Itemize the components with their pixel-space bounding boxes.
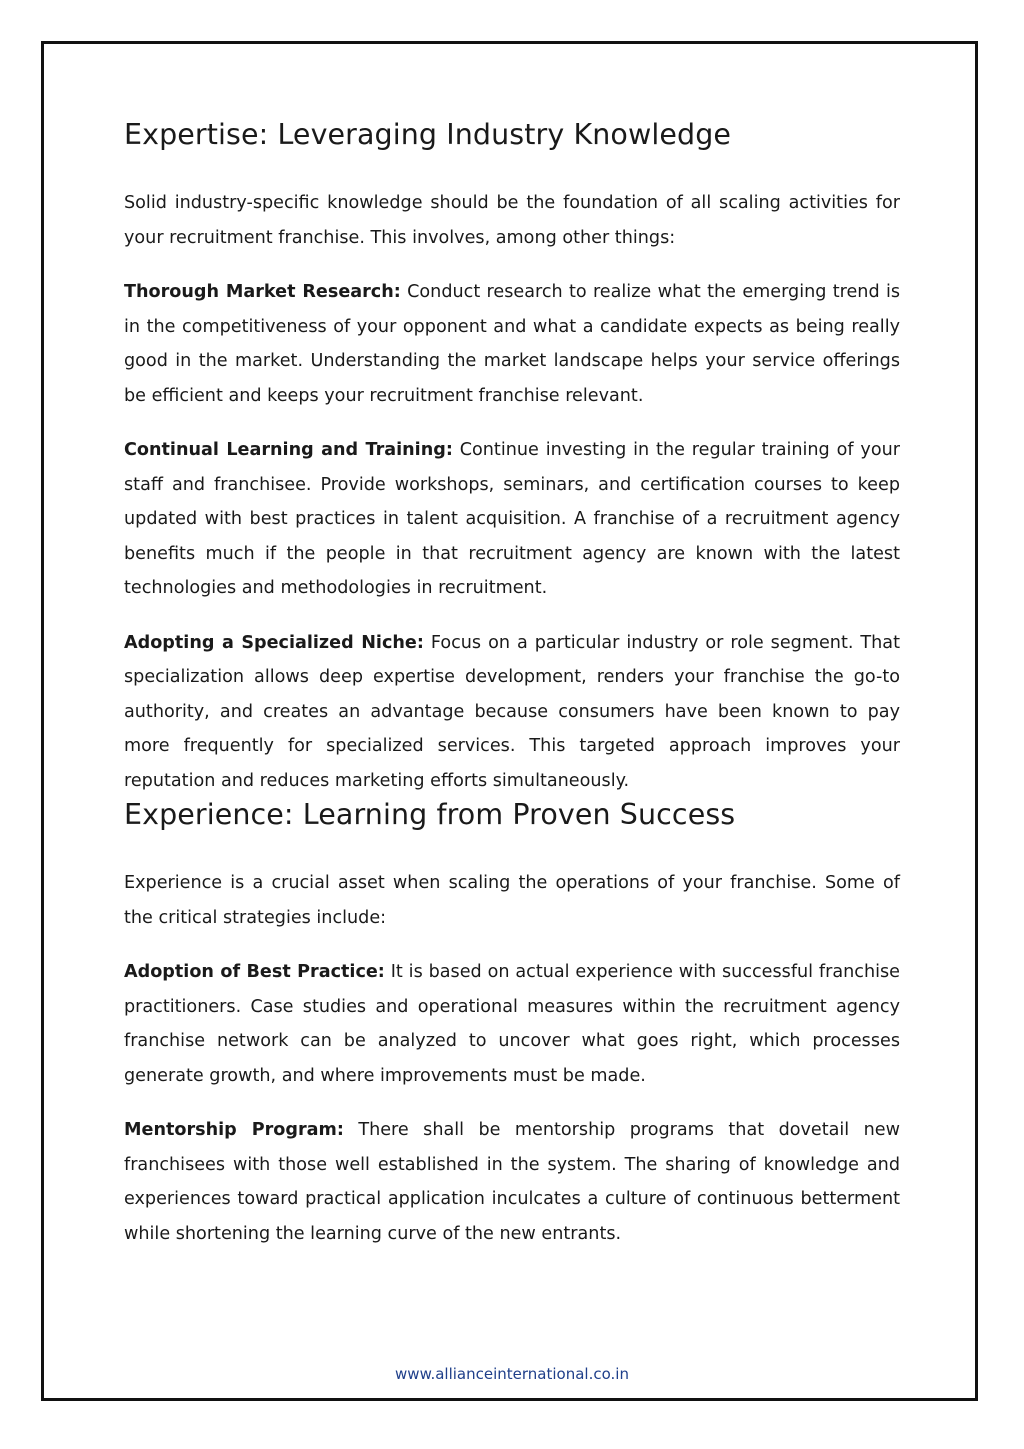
item-term: Thorough Market Research: <box>124 282 401 303</box>
item-mentorship-program <box>124 1113 900 1251</box>
item-term: Mentorship Program: <box>124 1120 344 1141</box>
section-heading-experience: Experience: Learning from Proven Success <box>124 798 736 832</box>
item-text: Conduct research to realize what the emerging trend is in the competitiveness of your opponent and what a candidate expects as being really good in the market. Understanding the market landscape helps your service offerings be efficient and keeps your recruitment franchise relevant. <box>124 282 901 406</box>
item-term: Continual Learning and Training: <box>124 440 453 461</box>
item-market-research <box>124 275 900 413</box>
item-term: Adopting a Specialized Niche: <box>124 632 424 653</box>
item-specialized-niche <box>124 626 900 799</box>
section-intro-experience: Experience is a crucial asset when scaling the operations of your franchise. Some of the critical strategies include: <box>124 873 900 928</box>
document-body <box>124 118 900 1251</box>
item-best-practice <box>124 955 900 1093</box>
item-term: Adoption of Best Practice: <box>124 962 385 983</box>
item-text: It is based on actual experience with successful franchise practitioners. Case studies and operational measures within the recruitment agency franchise network can be analyzed to uncover what goes right, which processes generate growth, and where improvements must be made. <box>124 962 900 1086</box>
footer-website-link[interactable]: www.allianceinternational.co.in <box>395 1365 629 1383</box>
item-continual-learning <box>124 433 900 606</box>
item-text: Focus on a particular industry or role segment. That specialization allows deep expertise development, renders your franchise the go-to authority, and creates an advantage because consumers have been known to pay more frequently for specialized services. This targeted approach improves your reputation and reduces marketing efforts simultaneously. <box>124 632 900 791</box>
section-heading-expertise: Expertise: Leveraging Industry Knowledge <box>124 118 732 151</box>
item-text: There shall be mentorship programs that dovetail new franchisees with those well established in the system. The sharing of knowledge and experiences toward practical application inculcates a culture of continuous betterment while shortening the learning curve of the new entrants. <box>124 1120 900 1244</box>
item-text: Continue investing in the regular training of your staff and franchisee. Provide workshops, seminars, and certification courses to keep updated with best practices in talent acquisition. A franchise of a recruitment agency benefits much if the people in that recruitment agency are known with the latest technologies and methodologies in recruitment. <box>124 440 900 599</box>
section-intro-expertise: Solid industry-specific knowledge should be the foundation of all scaling activities for your recruitment franchise. This involves, among other things: <box>124 193 900 248</box>
